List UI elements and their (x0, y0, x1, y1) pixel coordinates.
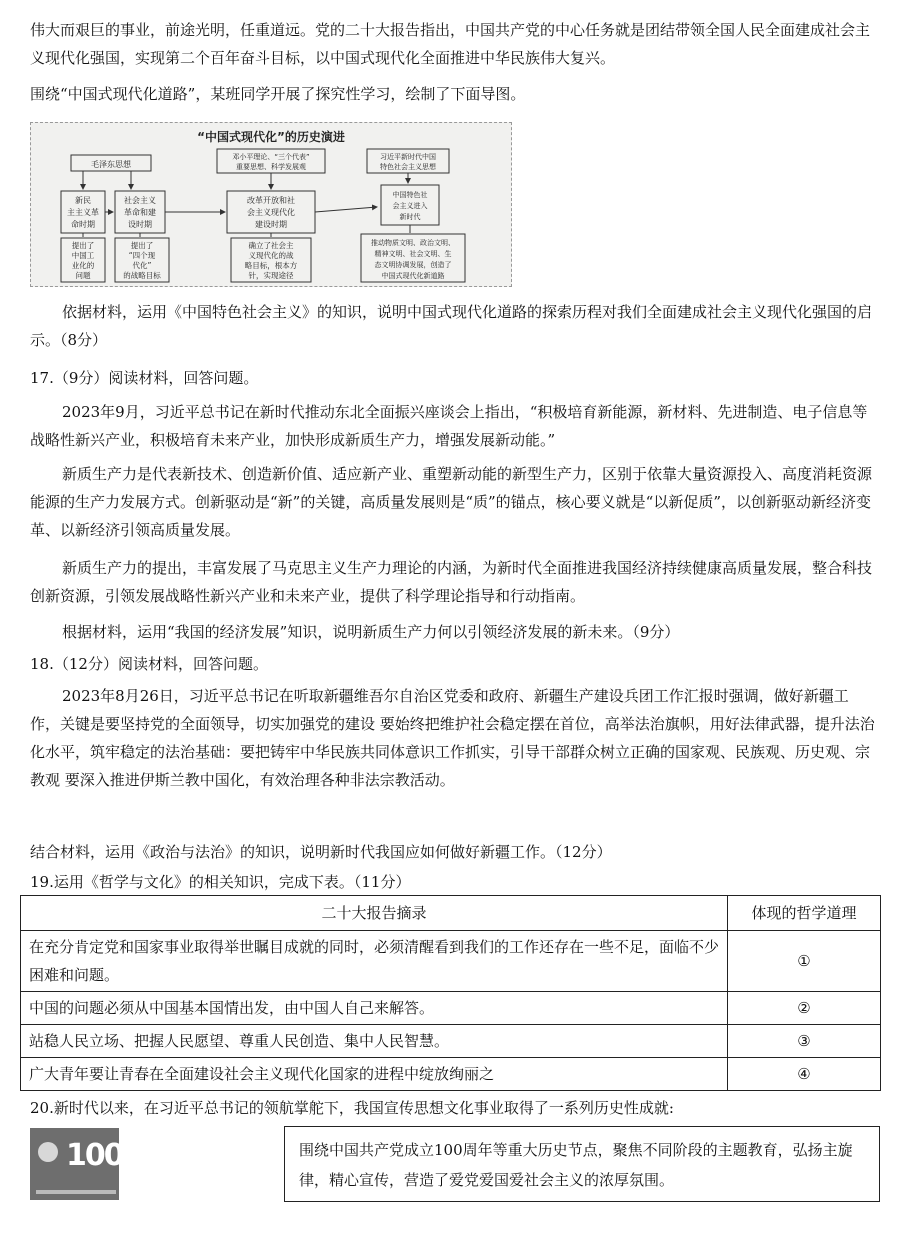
stage1-line3: 命时期 (71, 220, 95, 229)
note4-line4: 中国式现代化新道路 (381, 272, 445, 280)
table-header-principle: 体现的哲学道理 (728, 896, 881, 931)
note2-line1: 提出了 (130, 241, 154, 250)
q17-material-2: 新质生产力是代表新技术、创造新价值、适应新产业、重塑新动能的新型生产力，区别于依靠大量资源投入、高度消耗资源能源的生产力发展方式。创新驱动是“新”的关键，高质量发展则是“质”的锚点，核心要义就是“以新促质”，以创新驱动新经济变革、以新经济引领高质量发展。 (30, 465, 873, 539)
note1-line1: 提出了 (71, 241, 95, 250)
mao-thought: 毛泽东思想 (91, 160, 131, 169)
note3-line2: 义现代化的战 (248, 251, 294, 260)
note2-line2: “四个现 (128, 251, 156, 260)
table-header-excerpt: 二十大报告摘录 (21, 896, 728, 931)
note4-line2: 精神文明、社会文明、生 (374, 250, 452, 258)
deng-theory-line1: 邓小平理论、“三个代表” (232, 153, 310, 161)
stage4-line3: 新时代 (399, 213, 421, 221)
note1-line2: 中国工 (71, 251, 95, 260)
stage3-line2: 会主义现代化 (247, 208, 295, 217)
table-row (21, 992, 881, 1025)
q18-question: 结合材料，运用《政治与法治》的知识，说明新时代我国应如何做好新疆工作。（12分） (30, 843, 612, 861)
table-row (21, 931, 881, 992)
table-row (21, 1025, 881, 1058)
xi-thought-line2: 特色社会主义思想 (380, 163, 436, 171)
table-cell-mark: ③ (728, 1025, 881, 1058)
q16-question: 依据材料，运用《中国特色社会主义》的知识，说明中国式现代化道路的探索历程对我们全面建成社会主义现代化强国的启示。（8分） (30, 303, 873, 349)
note4-line1: 推动物质文明、政治文明、 (371, 239, 455, 247)
q18-heading: 18.（12分）阅读材料，回答问题。 (30, 655, 268, 673)
q17-question: 根据材料，运用“我国的经济发展”知识，说明新质生产力何以引领经济发展的新未来。（9分） (62, 623, 680, 641)
diagram-title: “中国式现代化”的历史演进 (197, 130, 345, 144)
table-cell-excerpt: 广大青年要让青春在全面建设社会主义现代化国家的进程中绽放绚丽之 (21, 1058, 728, 1091)
paragraph-intro: 伟大而艰巨的事业，前途光明，任重道远。党的二十大报告指出，中国共产党的中心任务就是团结带领全国人民全面建成社会主义现代化强国，实现第二个百年奋斗目标，以中国式现代化全面推进中华民族伟大复兴。 (30, 21, 871, 67)
table-cell-excerpt: 中国的问题必须从中国基本国情出发，由中国人自己来解答。 (21, 992, 728, 1025)
q19-heading: 19.运用《哲学与文化》的相关知识，完成下表。（11分） (30, 873, 411, 891)
note3-line4: 针，实现途径 (248, 271, 294, 280)
centenary-logo-image (30, 1128, 123, 1200)
xi-thought-line1: 习近平新时代中国 (380, 153, 436, 161)
deng-theory-line2: 重要思想、科学发展观 (236, 163, 306, 171)
stage3-line3: 建设时期 (255, 220, 287, 229)
table-row (21, 1058, 881, 1091)
table-cell-mark: ① (728, 931, 881, 992)
note1-line3: 业化的 (71, 261, 95, 270)
table-cell-excerpt: 站稳人民立场、把握人民愿望、尊重人民创造、集中人民智慧。 (21, 1025, 728, 1058)
stage4-line1: 中国特色社 (392, 191, 428, 199)
stage4-line2: 会主义进入 (392, 202, 428, 210)
paragraph-diagram-intro: 围绕“中国式现代化道路”，某班同学开展了探究性学习，绘制了下面导图。 (30, 85, 526, 103)
q17-heading: 17.（9分）阅读材料，回答问题。 (30, 369, 259, 387)
note3-line1: 确立了社会主 (248, 241, 294, 250)
note2-line3: 代化” (132, 261, 152, 270)
q20-material-box: 围绕中国共产党成立100周年等重大历史节点，聚焦不同阶段的主题教育，弘扬主旋律，精心宣传，营造了爱党爱国爱社会主义的浓厚氛围。 (284, 1126, 880, 1202)
stage1-line1: 新民 (75, 196, 91, 205)
stage2-line3: 设时期 (128, 220, 152, 229)
q17-material-1: 2023年9月，习近平总书记在新时代推动东北全面振兴座谈会上指出，“积极培育新能源，新材料、先进制造、电子信息等战略性新兴产业，积极培育未来产业，加快形成新质生产力，增强发展新动能。” (30, 403, 868, 449)
party-emblem-icon (38, 1142, 58, 1162)
logo-caption-strip (36, 1190, 116, 1194)
logo-number: 100 (66, 1138, 123, 1173)
q19-table (20, 895, 881, 1091)
note3-line3: 略目标，根本方 (244, 261, 298, 270)
stage2-line2: 革命和建 (124, 208, 156, 217)
table-header-row (21, 896, 881, 931)
table-cell-mark: ④ (728, 1058, 881, 1091)
stage1-line2: 主主义革 (67, 208, 99, 217)
table-cell-mark: ② (728, 992, 881, 1025)
q18-material: 2023年8月26日，习近平总书记在听取新疆维吾尔自治区党委和政府、新疆生产建设兵团工作汇报时强调，做好新疆工作，关键是要坚持党的全面领导，切实加强党的建设 要始终把维护社会稳定摆在首位，高举法治旗帜，用好法律武器，提升法治化水平，筑牢稳定的法治基础：要把铸牢中华民族共同体意识工作抓实，引导干部群众树立正确的国家观、民族观、历史观、宗教观 要深入推进伊斯兰教中国化，有效治理各种非法宗教活动。 (30, 687, 875, 789)
stage3-line1: 改革开放和社 (247, 196, 295, 205)
history-diagram (30, 122, 512, 287)
q17-material-3: 新质生产力的提出，丰富发展了马克思主义生产力理论的内涵，为新时代全面推进我国经济持续健康高质量发展，整合科技创新资源，引领发展战略性新兴产业和未来产业，提供了科学理论指导和行动指南。 (30, 559, 873, 605)
note4-line3: 态文明协调发展，创造了 (374, 261, 452, 269)
note2-line4: 的战略目标 (123, 271, 161, 280)
stage2-line1: 社会主义 (124, 196, 156, 205)
table-cell-excerpt: 在充分肯定党和国家事业取得举世瞩目成就的同时，必须清醒看到我们的工作还存在一些不足，面临不少困难和问题。 (21, 931, 728, 992)
note1-line4: 问题 (75, 271, 91, 280)
q20-heading: 20.新时代以来，在习近平总书记的领航掌舵下，我国宣传思想文化事业取得了一系列历史性成就: (30, 1099, 674, 1117)
